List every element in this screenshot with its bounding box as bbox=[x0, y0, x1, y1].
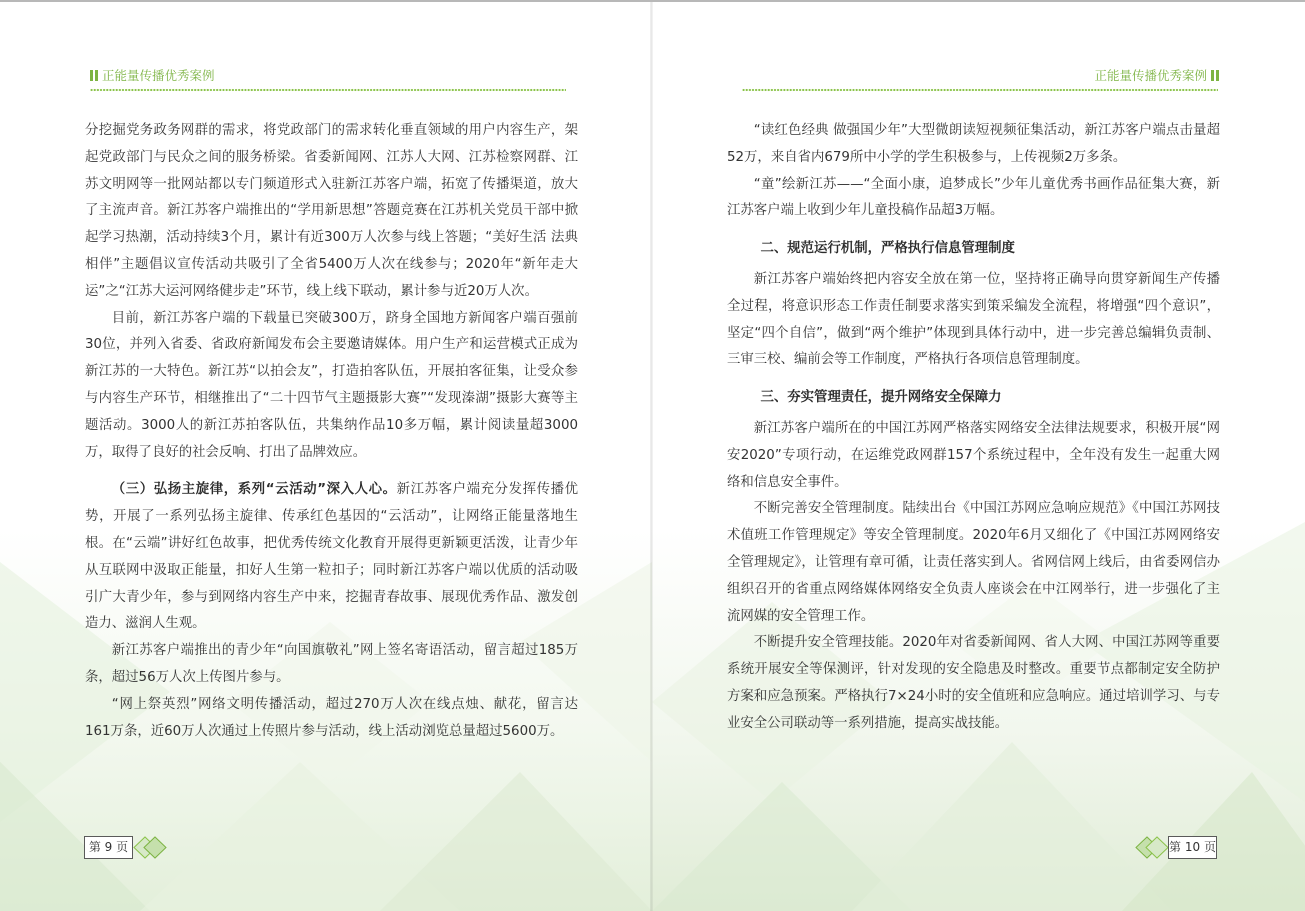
paragraph: “童”绘新江苏——“全面小康，追梦成长”少年儿童优秀书画作品征集大赛，新江苏客户端上收到少年儿童投稿作品超3万幅。 bbox=[727, 176, 1220, 219]
double-bar-icon bbox=[1211, 70, 1219, 81]
left-page-text bbox=[85, 118, 578, 745]
paragraph: 不断提升安全管理技能。2020年对省委新闻网、省人大网、中国江苏网等重要系统开展安全等保测评，针对发现的安全隐患及时整改。重要节点都制定安全防护方案和应急预案。严格执行7×24小时的安全值班和应急响应。通过培训学习、与专业安全公司联动等一系列措施，提高实战技能。 bbox=[727, 635, 1220, 731]
header-right bbox=[1095, 69, 1220, 83]
double-chevron-icon bbox=[132, 836, 170, 859]
header-left bbox=[90, 69, 215, 83]
right-page bbox=[652, 2, 1305, 911]
header-dotted-rule-left bbox=[90, 88, 566, 93]
page-number-label: 第 9 页 bbox=[84, 836, 133, 859]
paragraph: 新江苏客户端始终把内容安全放在第一位，坚持将正确导向贯穿新闻生产传播全过程，将意识形态工作责任制要求落实到策采编发全流程，将增强“四个意识”，坚定“四个自信”，做到“两个维护”体现到具体行动中，进一步完善总编辑负责制、三审三校、编前会等工作制度，严格执行各项信息管理制度。 bbox=[727, 271, 1220, 368]
paragraph: 新江苏客户端推出的青少年“向国旗敬礼”网上签名寄语活动，留言超过185万条，超过56万人次上传图片参与。 bbox=[85, 643, 578, 685]
header-title-left: 正能量传播优秀案例 bbox=[101, 68, 215, 83]
page-number-left bbox=[84, 836, 174, 859]
section-paragraph bbox=[85, 477, 578, 638]
paragraph: 目前，新江苏客户端的下载量已突破300万，跻身全国地方新闻客户端百强前30位，并列入省委、省政府新闻发布会主要邀请媒体。用户生产和运营模式正成为新江苏的一大特色。新江苏“以拍会友”，打造拍客队伍，开展拍客征集，让受众参与内容生产环节，相继推出了“二十四节气主题摄影大赛”“发现溱湖”摄影大赛等主题活动。3000人的新江苏拍客队伍，共集纳作品10多万幅，累计阅读量超3000万，取得了良好的社会反响、打出了品牌效应。 bbox=[85, 310, 578, 460]
double-bar-icon bbox=[90, 70, 98, 81]
paragraph: 不断完善安全管理制度。陆续出台《中国江苏网应急响应规范》《中国江苏网技术值班工作管理规定》等安全管理制度。2020年6月又细化了《中国江苏网网络安全管理规定》，让管理有章可循，让责任落实到人。省网信网上线后，由省委网信办组织召开的省重点网络媒体网络安全负责人座谈会在中江网举行，进一步强化了主流网媒的安全管理工作。 bbox=[727, 501, 1220, 624]
paragraph: 分挖掘党务政务网群的需求，将党政部门的需求转化垂直领域的用户内容生产，架起党政部门与民众之间的服务桥梁。省委新闻网、江苏人大网、江苏检察网群、江苏文明网等一批网站都以专门频道形式入驻新江苏客户端，拓宽了传播渠道，放大了主流声音。新江苏客户端推出的“学用新思想”答题竞赛在江苏机关党员干部中掀起学习热潮，活动持续3个月，累计有近300万人次参与线上答题；“美好生活 法典相伴”主题倡议宣传活动共吸引了全省5400万人次在线参与；2020年“新年走大运”之“江苏大运河网络健步走”环节，线上线下联动，累计参与近20万人次。 bbox=[85, 123, 578, 299]
page-number-label: 第 10 页 bbox=[1168, 836, 1217, 859]
paragraph: “读红色经典 做强国少年”大型微朗读短视频征集活动，新江苏客户端点击量超52万，来自省内679所中小学的学生积极参与，上传视频2万多条。 bbox=[727, 123, 1220, 165]
header-title-right: 正能量传播优秀案例 bbox=[1094, 68, 1208, 83]
header-dotted-rule-right bbox=[742, 88, 1218, 93]
paragraph: 新江苏客户端所在的中国江苏网严格落实网络安全法律法规要求，积极开展“网安2020”专项行动，在运维党政网群157个系统过程中，全年没有发生一起重大网络和信息安全事件。 bbox=[727, 420, 1220, 490]
section-body: 新江苏客户端充分发挥传播优势，开展了一系列弘扬主旋律、传承红色基因的“云活动”，让网络正能量落地生根。在“云端”讲好红色故事，把优秀传统文化教育开展得更新颖更活泼，让青少年从互联网中汲取正能量，扣好人生第一粒扣子；同时新江苏客户端以优质的活动吸引广大青少年，参与到网络内容生产中来，挖掘青春故事、展现优秀作品、激发创造力、滋润人生观。 bbox=[85, 482, 578, 632]
right-page-text bbox=[727, 118, 1220, 738]
left-page bbox=[0, 2, 652, 911]
double-chevron-icon bbox=[1132, 836, 1170, 859]
section-heading: 三、夯实管理责任，提升网络安全保障力 bbox=[760, 390, 1002, 406]
paragraph: “网上祭英烈”网络文明传播活动，超过270万人次在线点烛、献花，留言达161万条，近60万人次通过上传照片参与活动，线上活动浏览总量超过5600万。 bbox=[85, 696, 578, 739]
section-lead: （三）弘扬主旋律，系列“云活动”深入人心。 bbox=[111, 482, 397, 498]
book-spine bbox=[650, 2, 653, 911]
page-number-right bbox=[1132, 836, 1222, 859]
section-heading: 二、规范运行机制，严格执行信息管理制度 bbox=[760, 241, 1015, 257]
